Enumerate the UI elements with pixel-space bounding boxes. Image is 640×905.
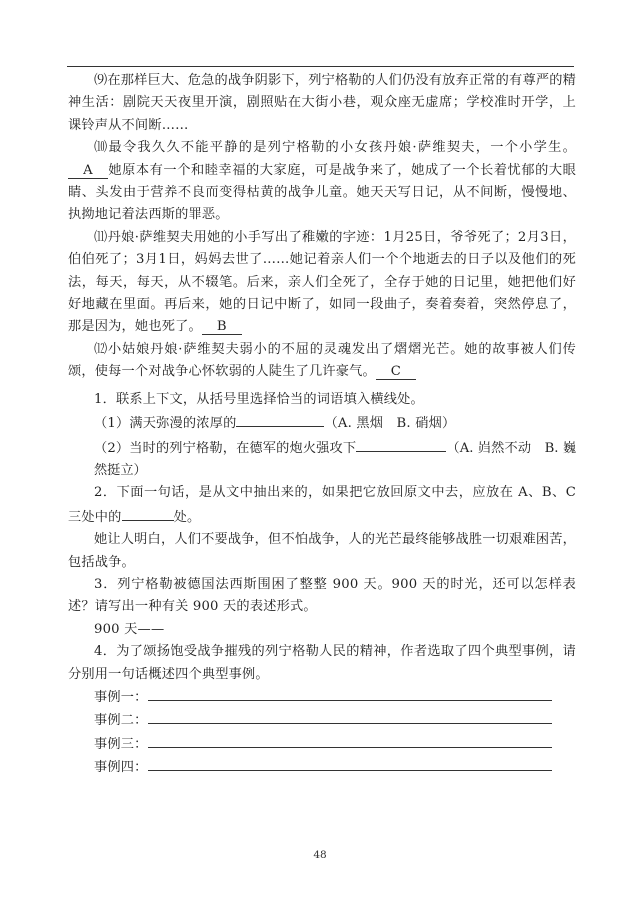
question-1-1-text: （1）满天弥漫的浓厚的 [94,416,237,432]
question-1-stem: 1．联系上下文，从括号里选择恰当的词语填入横线处。 [94,391,424,407]
question-1-1-options: （A. 黑烟 B. 硝烟） [324,416,456,432]
example-2-answer-line[interactable] [148,709,552,724]
question-1-2-options: （A. 岿然不动 B. 巍然挺立） [94,440,577,478]
question-2-blank[interactable] [122,505,174,521]
marker-b: B [202,319,242,335]
example-1-label: 事例一： [94,689,148,705]
example-3 [68,733,576,756]
question-1-2-blank[interactable] [356,436,446,452]
paragraph-10-text-b: 她原本有一个和睦幸福的大家庭，可是战争来了，她成了一个长着忧郁的大眼睛、头发由于营养不良而变得枯黄的战争儿童。她天天写日记，从不间断，慢慢地、执拗地记着法西斯的罪恶。 [68,162,576,223]
question-3-stem: 3．列宁格勒被德国法西斯围困了整整 900 天。900 天的时光，还可以怎样表述？请写出一种有关 900 天的表述形式。 [68,576,576,615]
question-1-2-text: （2）当时的列宁格勒，在德军的炮火强攻下 [94,440,357,456]
example-3-answer-line[interactable] [148,733,552,748]
marker-c: C [376,364,416,380]
paragraph-11 [68,227,576,339]
question-2-tail: 处。 [173,509,201,525]
marker-a: A [68,163,108,179]
question-3-answer[interactable]: 900 天—— [94,621,165,637]
question-2-sentence: 她让人明白，人们不要战争，但不怕战争，人的光芒最终能够战胜一切艰难困苦，包括战争。 [68,532,576,570]
example-2 [68,709,576,732]
question-4-stem: 4．为了颂扬饱受战争摧残的列宁格勒人民的精神，作者选取了四个典型事例，请分别用一句话概述四个典型事例。 [68,644,576,682]
paragraph-10 [68,137,576,227]
example-2-label: 事例二： [94,713,148,729]
document-body [68,70,576,780]
paragraph-12 [68,339,576,384]
example-3-label: 事例三： [94,736,148,752]
example-1-answer-line[interactable] [148,686,552,701]
paragraph-11-text: ⑾丹娘·萨维契夫用她的小手写出了稚嫩的字迹：1月25日，爷爷死了；2月3日，伯伯死了；3月1日，妈妈去世了……她记着亲人们一个个地逝去的日子以及他们的死法，每天，每天，从不辍笔。后来，亲人们全死了，全存于她的日记里，她把他们好好地藏在里面。再后来，她的日记中断了，如同一段曲子，奏着奏着，突然停息了，那是因为，她也死了。 [68,229,576,335]
page-number: 48 [313,849,327,861]
question-1-2 [68,436,576,483]
question-2-stem: 2．下面一句话，是从文中抽出来的，如果把它放回原文中去，应放在 A、B、C 三处中的 [68,485,576,525]
question-1-1 [68,411,576,435]
example-4-label: 事例四： [94,760,148,776]
paragraph-12-text: ⑿小姑娘丹娘·萨维契夫弱小的不屈的灵魂发出了熠熠光芒。她的故事被人们传颂，使每一个对战争心怀软弱的人陡生了几许豪气。 [68,341,576,380]
question-1-1-blank[interactable] [236,411,324,427]
example-4 [68,756,576,779]
paragraph-9: ⑼在那样巨大、危急的战争阴影下，列宁格勒的人们仍没有放弃正常的有尊严的精神生活：剧院天天夜里开演，剧照贴在大街小巷，观众座无虚席；学校准时开学，上课铃声从不间断…… [68,73,576,133]
question-2 [68,482,576,529]
example-1 [68,686,576,709]
example-4-answer-line[interactable] [148,756,552,771]
header-rule [67,66,574,67]
paragraph-10-text-a: ⑽最令我久久不能平静的是列宁格勒的小女孩丹娘·萨维契夫，一个小学生。 [94,140,576,156]
